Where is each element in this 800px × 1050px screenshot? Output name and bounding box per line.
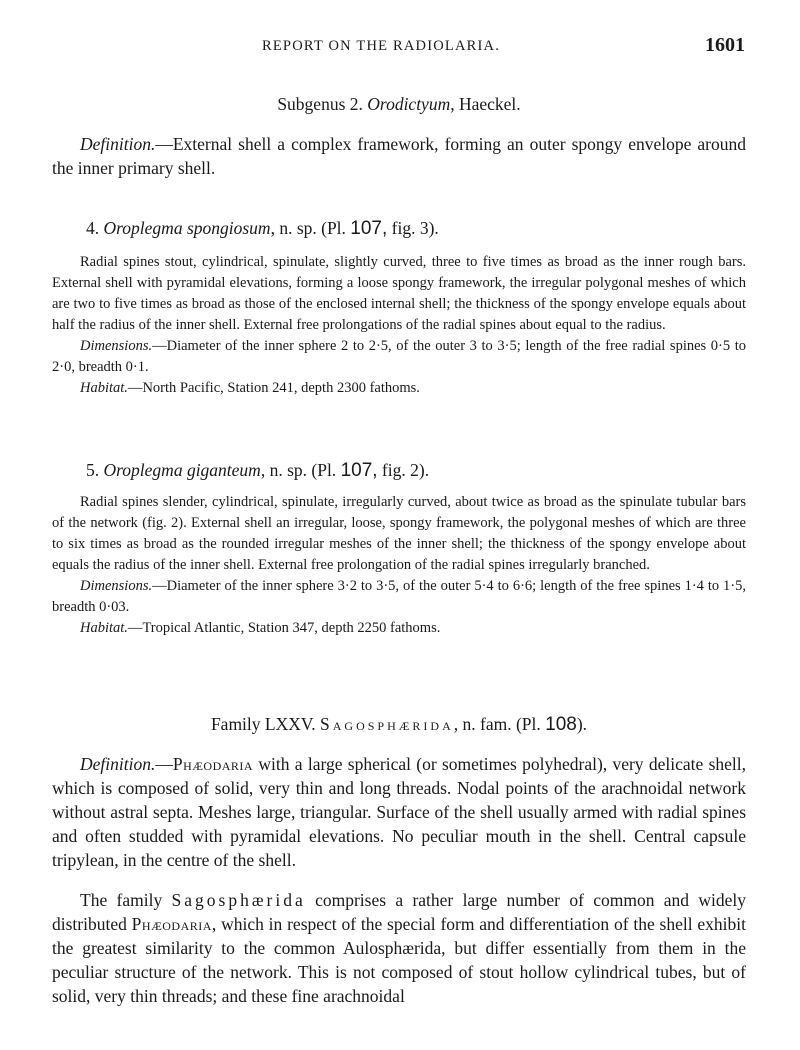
species-5-habitat <box>52 618 746 639</box>
species-4-description: Radial spines stout, cylindrical, spinulate, slightly curved, three to five times as broad as the inner rough bars. External shell with pyramidal elevations, forming a loose spongy framework, the irregular polygonal meshes of which are two to five times as broad as those of the enclosed internal shell; the thickness of the spongy envelope equals about half the radius of the inner shell. External free prolongations of the radial spines about equal to the radius. <box>52 254 746 333</box>
running-title: REPORT ON THE RADIOLARIA. <box>262 38 501 54</box>
family-mid: , n. fam. (Pl. <box>453 714 541 734</box>
family-paragraph <box>52 888 746 1008</box>
species-4-dimensions <box>52 336 746 378</box>
species-5-plate: 107, <box>340 460 378 481</box>
family-definition <box>52 752 746 872</box>
subgenus-definition <box>52 132 746 180</box>
family-name: Sagosphærida <box>320 714 454 734</box>
subgenus-definition-label: Definition. <box>80 134 156 154</box>
subgenus-definition-text: —External shell a complex framework, forming an outer spongy envelope around the inner primary shell. <box>52 134 746 178</box>
family-prefix: Family LXXV. <box>210 714 316 734</box>
family-paragraph-lead: The family <box>80 890 172 910</box>
species-4-fig: fig. 3). <box>387 218 439 238</box>
family-heading <box>52 712 746 737</box>
family-definition-label: Definition. <box>80 754 156 774</box>
species-4-habitat <box>52 378 746 399</box>
species-4-body <box>52 252 746 399</box>
species-5-heading <box>52 458 746 483</box>
species-4-habitat-text: —North Pacific, Station 241, depth 2300 fathoms. <box>127 380 420 396</box>
family-definition-group: Phæodaria <box>172 754 254 774</box>
species-5-dimensions <box>52 576 746 618</box>
subgenus-prefix: Subgenus 2. <box>277 94 363 114</box>
species-5-name: Oroplegma giganteum <box>103 460 261 480</box>
species-5-mid: , n. sp. (Pl. <box>260 460 337 480</box>
species-4-name: Oroplegma spongiosum <box>103 218 271 238</box>
species-4-plate: 107, <box>350 218 388 239</box>
species-5-dimensions-label: Dimensions. <box>80 578 153 594</box>
family-paragraph-text1: comprises a rather large number of common and widely distributed <box>52 890 747 934</box>
subgenus-name: Orodictyum <box>367 94 451 114</box>
species-4-habitat-label: Habitat. <box>80 380 128 396</box>
family-definition-dash: — <box>155 754 173 774</box>
species-5-fig: fig. 2). <box>377 460 430 480</box>
species-4-heading <box>52 216 746 241</box>
species-5-dimensions-text: —Diameter of the inner sphere 3·2 to 3·5, of the outer 5·4 to 6·6; length of the free spines 1·4 to 1·5, breadth 0·03. <box>52 578 746 615</box>
family-plate: 108 <box>545 714 577 735</box>
family-definition-text: with a large spherical (or sometimes polyhedral), very delicate shell, which is composed of solid, very thin and long threads. Nodal points of the arachnoidal network without astral septa. Meshes large, triangular. Surface of the shell usually armed with radial spines and often studded with pyramidal elevations. No peculiar mouth in the shell. Central capsule tripylean, in the centre of the shell. <box>52 754 746 870</box>
family-paragraph-name: Sagosphærida <box>171 890 306 910</box>
subgenus-author: , Haeckel. <box>450 94 521 114</box>
species-4-mid: , n. sp. (Pl. <box>270 218 346 238</box>
species-5-number: 5. <box>86 460 100 480</box>
subgenus-heading <box>52 92 746 116</box>
species-5-body <box>52 492 746 639</box>
page-number: 1601 <box>705 34 745 56</box>
family-paragraph-group: Phæodaria <box>131 914 212 934</box>
running-header <box>0 34 800 64</box>
species-5-habitat-label: Habitat. <box>80 620 128 636</box>
species-4-number: 4. <box>86 218 100 238</box>
species-4-dimensions-label: Dimensions. <box>80 338 153 354</box>
species-5-habitat-text: —Tropical Atlantic, Station 347, depth 2250 fathoms. <box>127 620 441 636</box>
family-end: ). <box>576 714 588 734</box>
family-paragraph-text2: , which in respect of the special form and differentiation of the shell exhibit the greatest similarity to the common Aulosphærida, but differ essentially from them in the peculiar structure of the network. This is not composed of stout hollow cylindrical tubes, but of solid, very thin threads; and these fine arachnoidal <box>52 914 746 1006</box>
species-4-dimensions-text: —Diameter of the inner sphere 2 to 2·5, of the outer 3 to 3·5; length of the free radial spines 0·5 to 2·0, breadth 0·1. <box>52 338 746 375</box>
species-5-description: Radial spines slender, cylindrical, spinulate, irregularly curved, about twice as broad as the spinulate tubular bars of the network (fig. 2). External shell an irregular, loose, spongy framework, the polygonal meshes of which are three to six times as broad as the rounded irregular meshes of the inner shell; the thickness of the spongy envelope about equals the radius of the inner shell. External free prolongation of the radial spines irregularly branched. <box>52 494 746 573</box>
